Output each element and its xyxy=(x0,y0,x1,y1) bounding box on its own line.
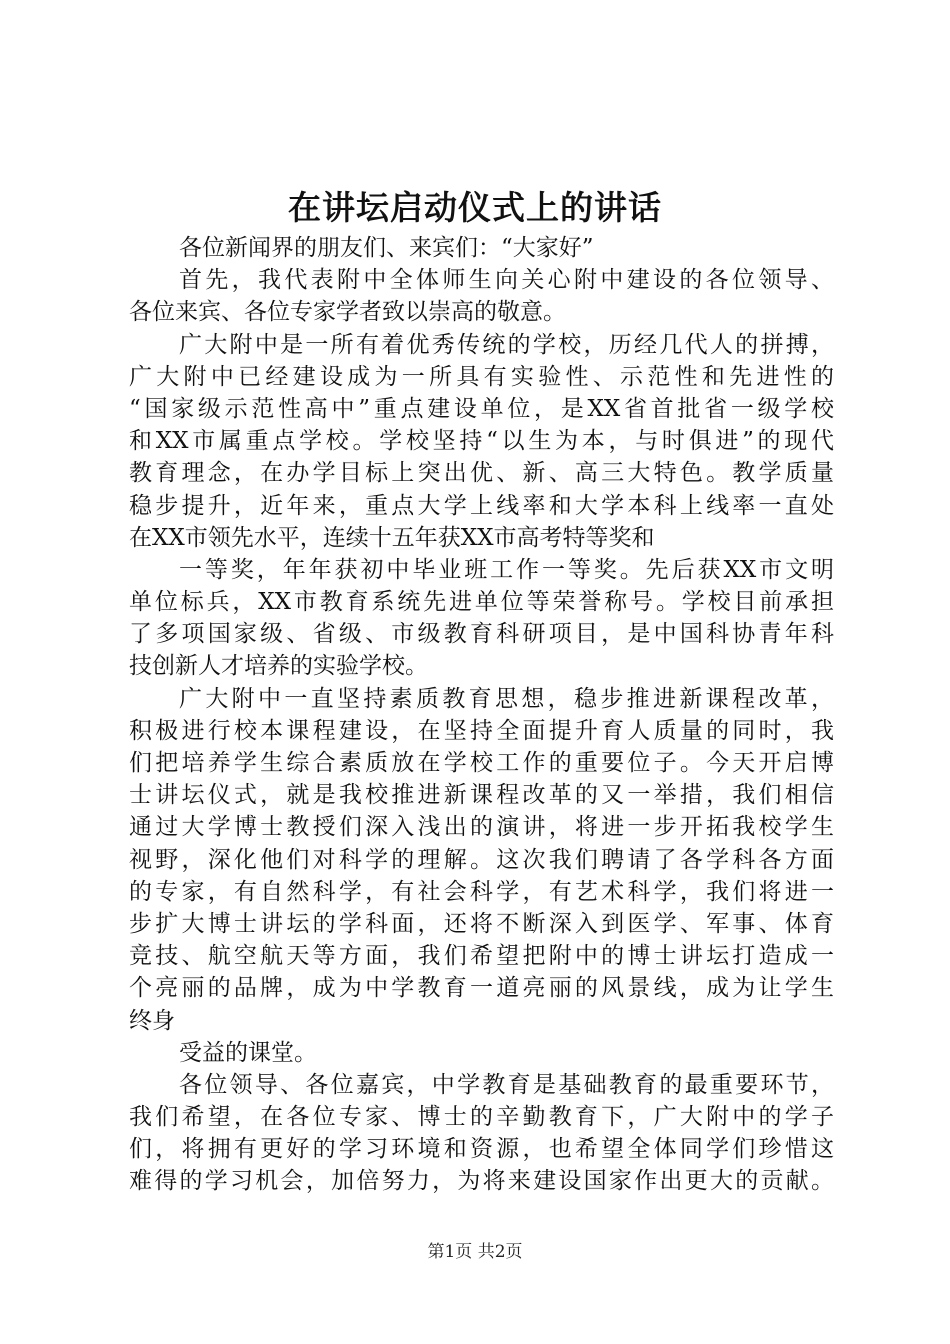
document-title: 在讲坛启动仪式上的讲话 xyxy=(288,188,662,227)
text-line: 广大附中是一所有着优秀传统的学校，历经几代人的拼搏， xyxy=(179,331,834,358)
text-line: 们把培养学生综合素质放在学校工作的重要位子。今天开启博 xyxy=(129,750,834,776)
text-line: 一等奖，年年获初中毕业班工作一等奖。先后获XX市文明 xyxy=(179,556,834,583)
text-line: 们，将拥有更好的学习环境和资源，也希望全体同学们珍惜这 xyxy=(129,1136,834,1163)
text-line: 稳步提升，近年来，重点大学上线率和大学本科上线率一直处 xyxy=(129,492,834,519)
text-line: 在XX市领先水平，连续十五年获XX市高考特等奖和 xyxy=(129,524,655,551)
text-line: 各位领导、各位嘉宾，中学教育是基础教育的最重要环节， xyxy=(179,1071,834,1098)
text-line: 积极进行校本课程建设，在坚持全面提升育人质量的同时，我 xyxy=(129,717,834,744)
text-line: 各位来宾、各位专家学者致以崇高的敬意。 xyxy=(129,299,566,326)
text-line: 受益的课堂。 xyxy=(179,1039,317,1066)
text-line: 了多项国家级、省级、市级教育科研项目，是中国科协青年科 xyxy=(129,621,834,648)
text-line: 步扩大博士讲坛的学科面，还将不断深入到医学、军事、体育 xyxy=(129,910,834,937)
text-line: 教育理念，在办学目标上突出优、新、高三大特色。教学质量 xyxy=(129,460,834,487)
text-line: 单位标兵，XX市教育系统先进单位等荣誉称号。学校目前承担 xyxy=(129,589,834,616)
text-line: 技创新人才培养的实验学校。 xyxy=(129,653,428,680)
text-line: “国家级示范性高中”重点建设单位，是XX省首批省一级学校 xyxy=(129,395,834,422)
text-line: 我们希望，在各位专家、博士的辛勤教育下，广大附中的学子 xyxy=(129,1104,834,1131)
text-line: 各位新闻界的朋友们、来宾们：“大家好” xyxy=(179,235,594,261)
document-body xyxy=(129,232,834,1198)
text-line: 难得的学习机会，加倍努力，为将来建设国家作出更大的贡献。 xyxy=(129,1168,834,1195)
page-footer: 第1页 共2页 xyxy=(427,1242,523,1262)
text-line: 视野，深化他们对科学的理解。这次我们聘请了各学科各方面 xyxy=(129,846,834,873)
text-line: 和XX市属重点学校。学校坚持“以生为本，与时俱进”的现代 xyxy=(129,428,834,455)
text-line: 竞技、航空航天等方面，我们希望把附中的博士讲坛打造成一 xyxy=(129,943,834,970)
text-line: 通过大学博士教授们深入浅出的演讲，将进一步开拓我校学生 xyxy=(129,814,834,841)
text-line: 广大附中已经建设成为一所具有实验性、示范性和先进性的 xyxy=(129,363,834,390)
text-line: 士讲坛仪式，就是我校推进新课程改革的又一举措，我们相信 xyxy=(129,782,834,809)
text-line: 广大附中一直坚持素质教育思想，稳步推进新课程改革， xyxy=(179,685,834,712)
text-line: 首先，我代表附中全体师生向关心附中建设的各位领导、 xyxy=(179,267,834,294)
text-line: 个亮丽的品牌，成为中学教育一道亮丽的风景线，成为让学生 xyxy=(129,975,834,1002)
text-line: 的专家，有自然科学，有社会科学，有艺术科学，我们将进一 xyxy=(129,878,834,905)
text-line: 终身 xyxy=(129,1007,175,1034)
